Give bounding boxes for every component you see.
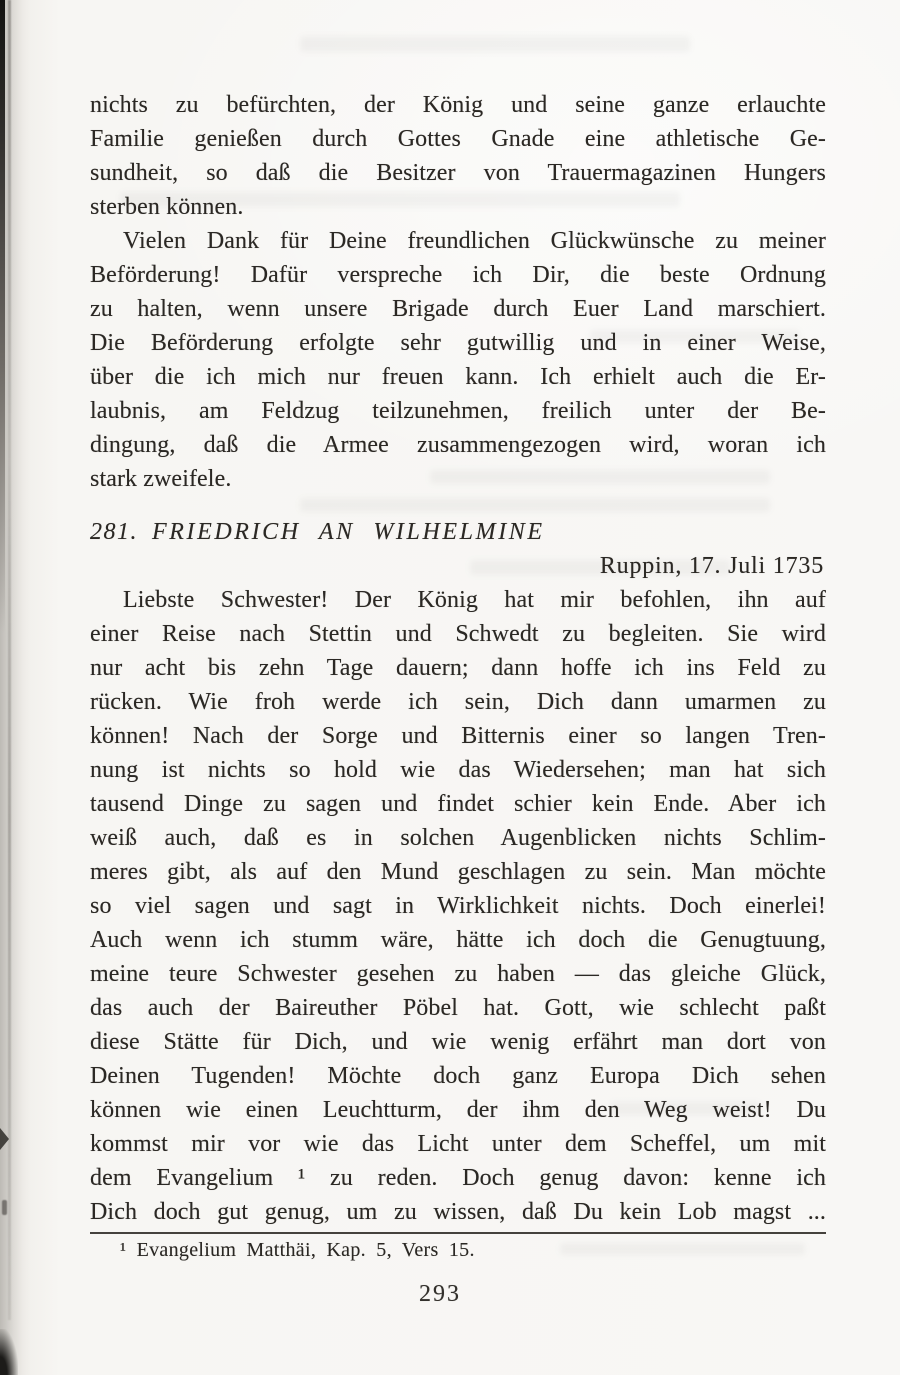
edge-mark-small — [2, 1200, 7, 1215]
paragraph-thanks — [90, 224, 826, 496]
letter-number: 281. — [90, 519, 138, 545]
text-line: Die Beförderung erfolgte sehr gutwillig und in einer Weise, — [90, 330, 826, 356]
text-line: Dich doch gut genug, um zu wissen, daß Du kein Lob magst ... — [90, 1199, 826, 1225]
page-edge-streak — [8, 0, 11, 1320]
text-line: das auch der Baireuther Pöbel hat. Gott, wie schlecht paßt — [90, 995, 826, 1021]
text-line: weiß auch, daß es in solchen Augenblicken nichts Schlim- — [90, 825, 826, 851]
letter-title: FRIEDRICH AN WILHELMINE — [152, 519, 545, 545]
text-line: über die ich mich nur freuen kann. Ich erhielt auch die Er- — [90, 364, 826, 390]
text-line: meres gibt, als auf den Mund geschlagen zu sein. Man möchte — [90, 859, 826, 885]
footnote: ¹ Evangelium Matthäi, Kap. 5, Vers 15. — [120, 1239, 475, 1261]
text-line: Deinen Tugenden! Möchte doch ganz Europa Dich sehen — [90, 1063, 826, 1089]
text-line: Vielen Dank für Deine freundlichen Glückwünsche zu meiner — [123, 228, 826, 254]
text-line: zu halten, wenn unsere Brigade durch Euer Land marschiert. — [90, 296, 826, 322]
text-line: Familie genießen durch Gottes Gnade eine athletische Ge- — [90, 126, 826, 152]
text-line: nung ist nichts so hold wie das Wiedersehen; man hat sich — [90, 757, 826, 783]
text-line: meine teure Schwester gesehen zu haben — das gleiche Glück, — [90, 961, 826, 987]
text-line: so viel sagen und sagt in Wirklichkeit nichts. Doch einerlei! — [90, 893, 826, 919]
text-line: sterben können. — [90, 194, 244, 220]
text-line: Liebste Schwester! Der König hat mir befohlen, ihn auf — [123, 587, 826, 613]
text-line: laubnis, am Feldzug teilzunehmen, freilich unter der Be- — [90, 398, 826, 424]
paragraph-continuation — [90, 88, 826, 224]
text-line: können! Nach der Sorge und Bitternis einer so langen Tren- — [90, 723, 826, 749]
text-line: diese Stätte für Dich, und wie wenig erfährt man dort von — [90, 1029, 826, 1055]
corner-shadow — [0, 1329, 18, 1375]
letter-body — [90, 583, 826, 1229]
page-number: 293 — [419, 1281, 461, 1307]
text-line: dingung, daß die Armee zusammengezogen wird, woran ich — [90, 432, 826, 458]
show-through-smudge — [300, 36, 690, 52]
letter-dateline: Ruppin, 17. Juli 1735 — [599, 553, 824, 579]
text-line: kommst mir vor wie das Licht unter dem Scheffel, um mit — [90, 1131, 826, 1157]
text-line: sundheit, so daß die Besitzer von Trauermagazinen Hungers — [90, 160, 826, 186]
text-block — [90, 88, 826, 1265]
spine-edge-shadow — [0, 0, 5, 633]
text-line: tausend Dinge zu sagen und findet schier kein Ende. Aber ich — [90, 791, 826, 817]
text-line: einer Reise nach Stettin und Schwedt zu begleiten. Sie wird — [90, 621, 826, 647]
text-line: Beförderung! Dafür verspreche ich Dir, die beste Ordnung — [90, 262, 826, 288]
footnote-divider — [90, 1232, 826, 1234]
text-line: können wie einen Leuchtturm, der ihm den Weg weist! Du — [90, 1097, 826, 1123]
letter-heading — [90, 515, 826, 549]
text-line: Auch wenn ich stumm wäre, hätte ich doch die Genugtuung, — [90, 927, 826, 953]
text-line: nichts zu befürchten, der König und seine ganze erlauchte — [90, 92, 826, 118]
text-line: stark zweifele. — [90, 466, 232, 492]
text-line: nur acht bis zehn Tage dauern; dann hoffe ich ins Feld zu — [90, 655, 826, 681]
text-line: dem Evangelium ¹ zu reden. Doch genug davon: kenne ich — [90, 1165, 826, 1191]
text-line: rücken. Wie froh werde ich sein, Dich dann umarmen zu — [90, 689, 826, 715]
